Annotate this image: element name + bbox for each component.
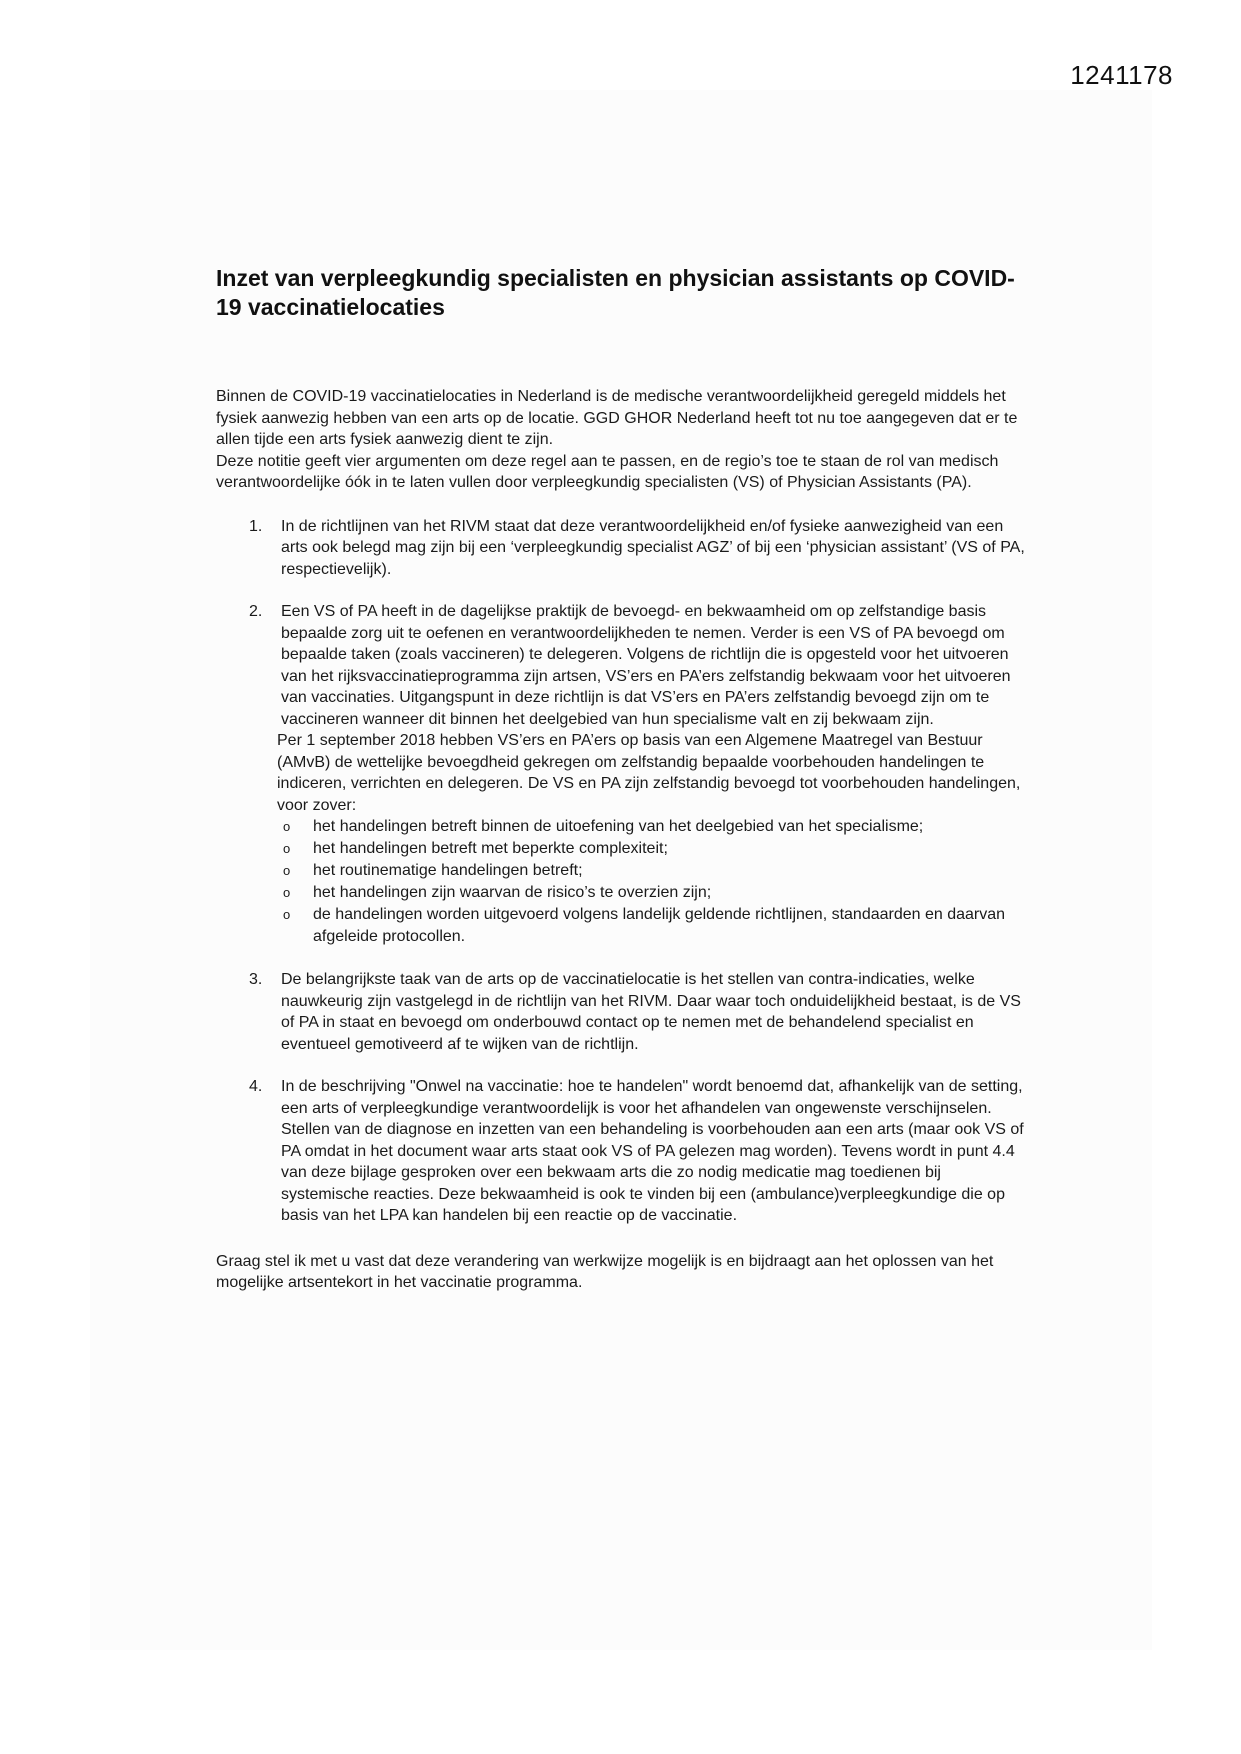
condition-item	[281, 816, 1026, 838]
condition-text: het handelingen betreft met beperkte complexiteit;	[313, 840, 668, 857]
closing-paragraph: Graag stel ik met u vast dat deze verandering van werkwijze mogelijk is en bijdraagt aan het oplossen van het mogelijke artsentekort in het vaccinatie programma.	[216, 1252, 994, 1291]
circle-bullet-icon: o	[283, 819, 291, 834]
condition-list	[281, 816, 1026, 948]
argument-number: 1.	[249, 517, 263, 535]
argument-item	[216, 969, 1026, 1055]
argument-item	[216, 601, 1026, 948]
argument-text: In de richtlijnen van het RIVM staat dat deze verantwoordelijkheid en/of fysieke aanwezigheid van een arts ook belegd mag zijn bij een ‘verpleegkundig specialist AGZ’ of bij een ‘physician assistant’ (VS of PA, respectievelijk).	[281, 517, 1025, 578]
document-title: Inzet van verpleegkundig specialisten en physician assistants op COVID-19 vaccinatielocaties	[216, 265, 1015, 320]
argument-number: 3.	[249, 971, 263, 988]
circle-bullet-icon: o	[283, 841, 291, 856]
condition-item	[281, 904, 1026, 948]
condition-text: de handelingen worden uitgevoerd volgens landelijk geldende richtlijnen, standaarden en daarvan afgeleide protocollen.	[313, 906, 1006, 945]
argument-item	[216, 516, 1026, 581]
document-body	[216, 264, 1026, 1310]
condition-item	[281, 860, 1026, 882]
circle-bullet-icon: o	[283, 863, 291, 878]
condition-item	[281, 882, 1026, 904]
argument-text: De belangrijkste taak van de arts op de vaccinatielocatie is het stellen van contra-indicaties, welke nauwkeurig zijn vastgelegd in de richtlijn van het RIVM. Daar waar toch onduidelijkheid bestaat, is de VS of PA in staat en bevoegd om onderbouwd contact op te nemen met de behandelend specialist en eventueel gemotiveerd af te wijken van de richtlijn.	[281, 971, 1021, 1053]
condition-text: het handelingen zijn waarvan de risico’s te overzien zijn;	[313, 884, 712, 901]
condition-text: het routinematige handelingen betreft;	[313, 862, 583, 879]
argument-item	[216, 1076, 1026, 1227]
argument-subparagraph: Per 1 september 2018 hebben VS’ers en PA’ers op basis van een Algemene Maatregel van Bestuur (AMvB) de wettelijke bevoegdheid gekregen om zelfstandig bepaalde voorbehouden handelingen te indiceren, verrichten en delegeren. De VS en PA zijn zelfstandig bevoegd tot voorbehouden handelingen, voor zover:	[277, 732, 1021, 814]
argument-text: Een VS of PA heeft in de dagelijkse praktijk de bevoegd- en bekwaamheid om op zelfstandige basis bepaalde zorg uit te oefenen en verantwoordelijkheden te nemen. Verder is een VS of PA bevoegd om bepaalde taken (zoals vaccineren) te delegeren. Volgens de richtlijn die is opgesteld voor het uitvoeren van het rijksvaccinatieprogramma zijn artsen, VS’ers en PA’ers zelfstandig bekwaam voor het uitvoeren van vaccinaties. Uitgangspunt in deze richtlijn is dat VS’ers en PA’ers zelfstandig bevoegd zijn om te vaccineren wanneer dit binnen het deelgebied van hun specialisme valt en zij bekwaam zijn.	[281, 603, 1011, 728]
circle-bullet-icon: o	[283, 907, 291, 922]
intro-paragraph: Deze notitie geeft vier argumenten om deze regel aan te passen, en de regio’s toe te staan de rol van medisch verantwoordelijke óók in te laten vullen door verpleegkundig specialisten (VS) of Physician Assistants (PA).	[216, 452, 999, 491]
condition-item	[281, 838, 1026, 860]
intro-section	[216, 386, 1026, 494]
condition-text: het handelingen betreft binnen de uitoefening van het deelgebied van het specialisme;	[313, 818, 924, 835]
argument-number: 2.	[249, 603, 263, 620]
argument-text: In de beschrijving "Onwel na vaccinatie: hoe te handelen" wordt benoemd dat, afhankelijk van de setting, een arts of verpleegkundige verantwoordelijk is voor het afhandelen van ongewenste verschijnselen. Stellen van de diagnose en inzetten van een behandeling is voorbehouden aan een arts (maar ook VS of PA omdat in het document waar arts staat ook VS of PA gelezen mag worden). Tevens wordt in punt 4.4 van deze bijlage gesproken over een bekwaam arts die zo nodig medicatie mag toedienen bij systemische reacties. Deze bekwaamheid is ook te vinden bij een (ambulance)verpleegkundige die op basis van het LPA kan handelen bij een reactie op de vaccinatie.	[281, 1078, 1024, 1224]
document-id: 1241178	[1070, 60, 1173, 90]
argument-list	[216, 516, 1026, 1227]
intro-paragraph: Binnen de COVID-19 vaccinatielocaties in Nederland is de medische verantwoordelijkheid geregeld middels het fysiek aanwezig hebben van een arts op de locatie. GGD GHOR Nederland heeft tot nu toe aangegeven dat er te allen tijde een arts fysiek aanwezig dient te zijn.	[216, 388, 1018, 448]
argument-number: 4.	[249, 1078, 263, 1095]
circle-bullet-icon: o	[283, 885, 291, 900]
